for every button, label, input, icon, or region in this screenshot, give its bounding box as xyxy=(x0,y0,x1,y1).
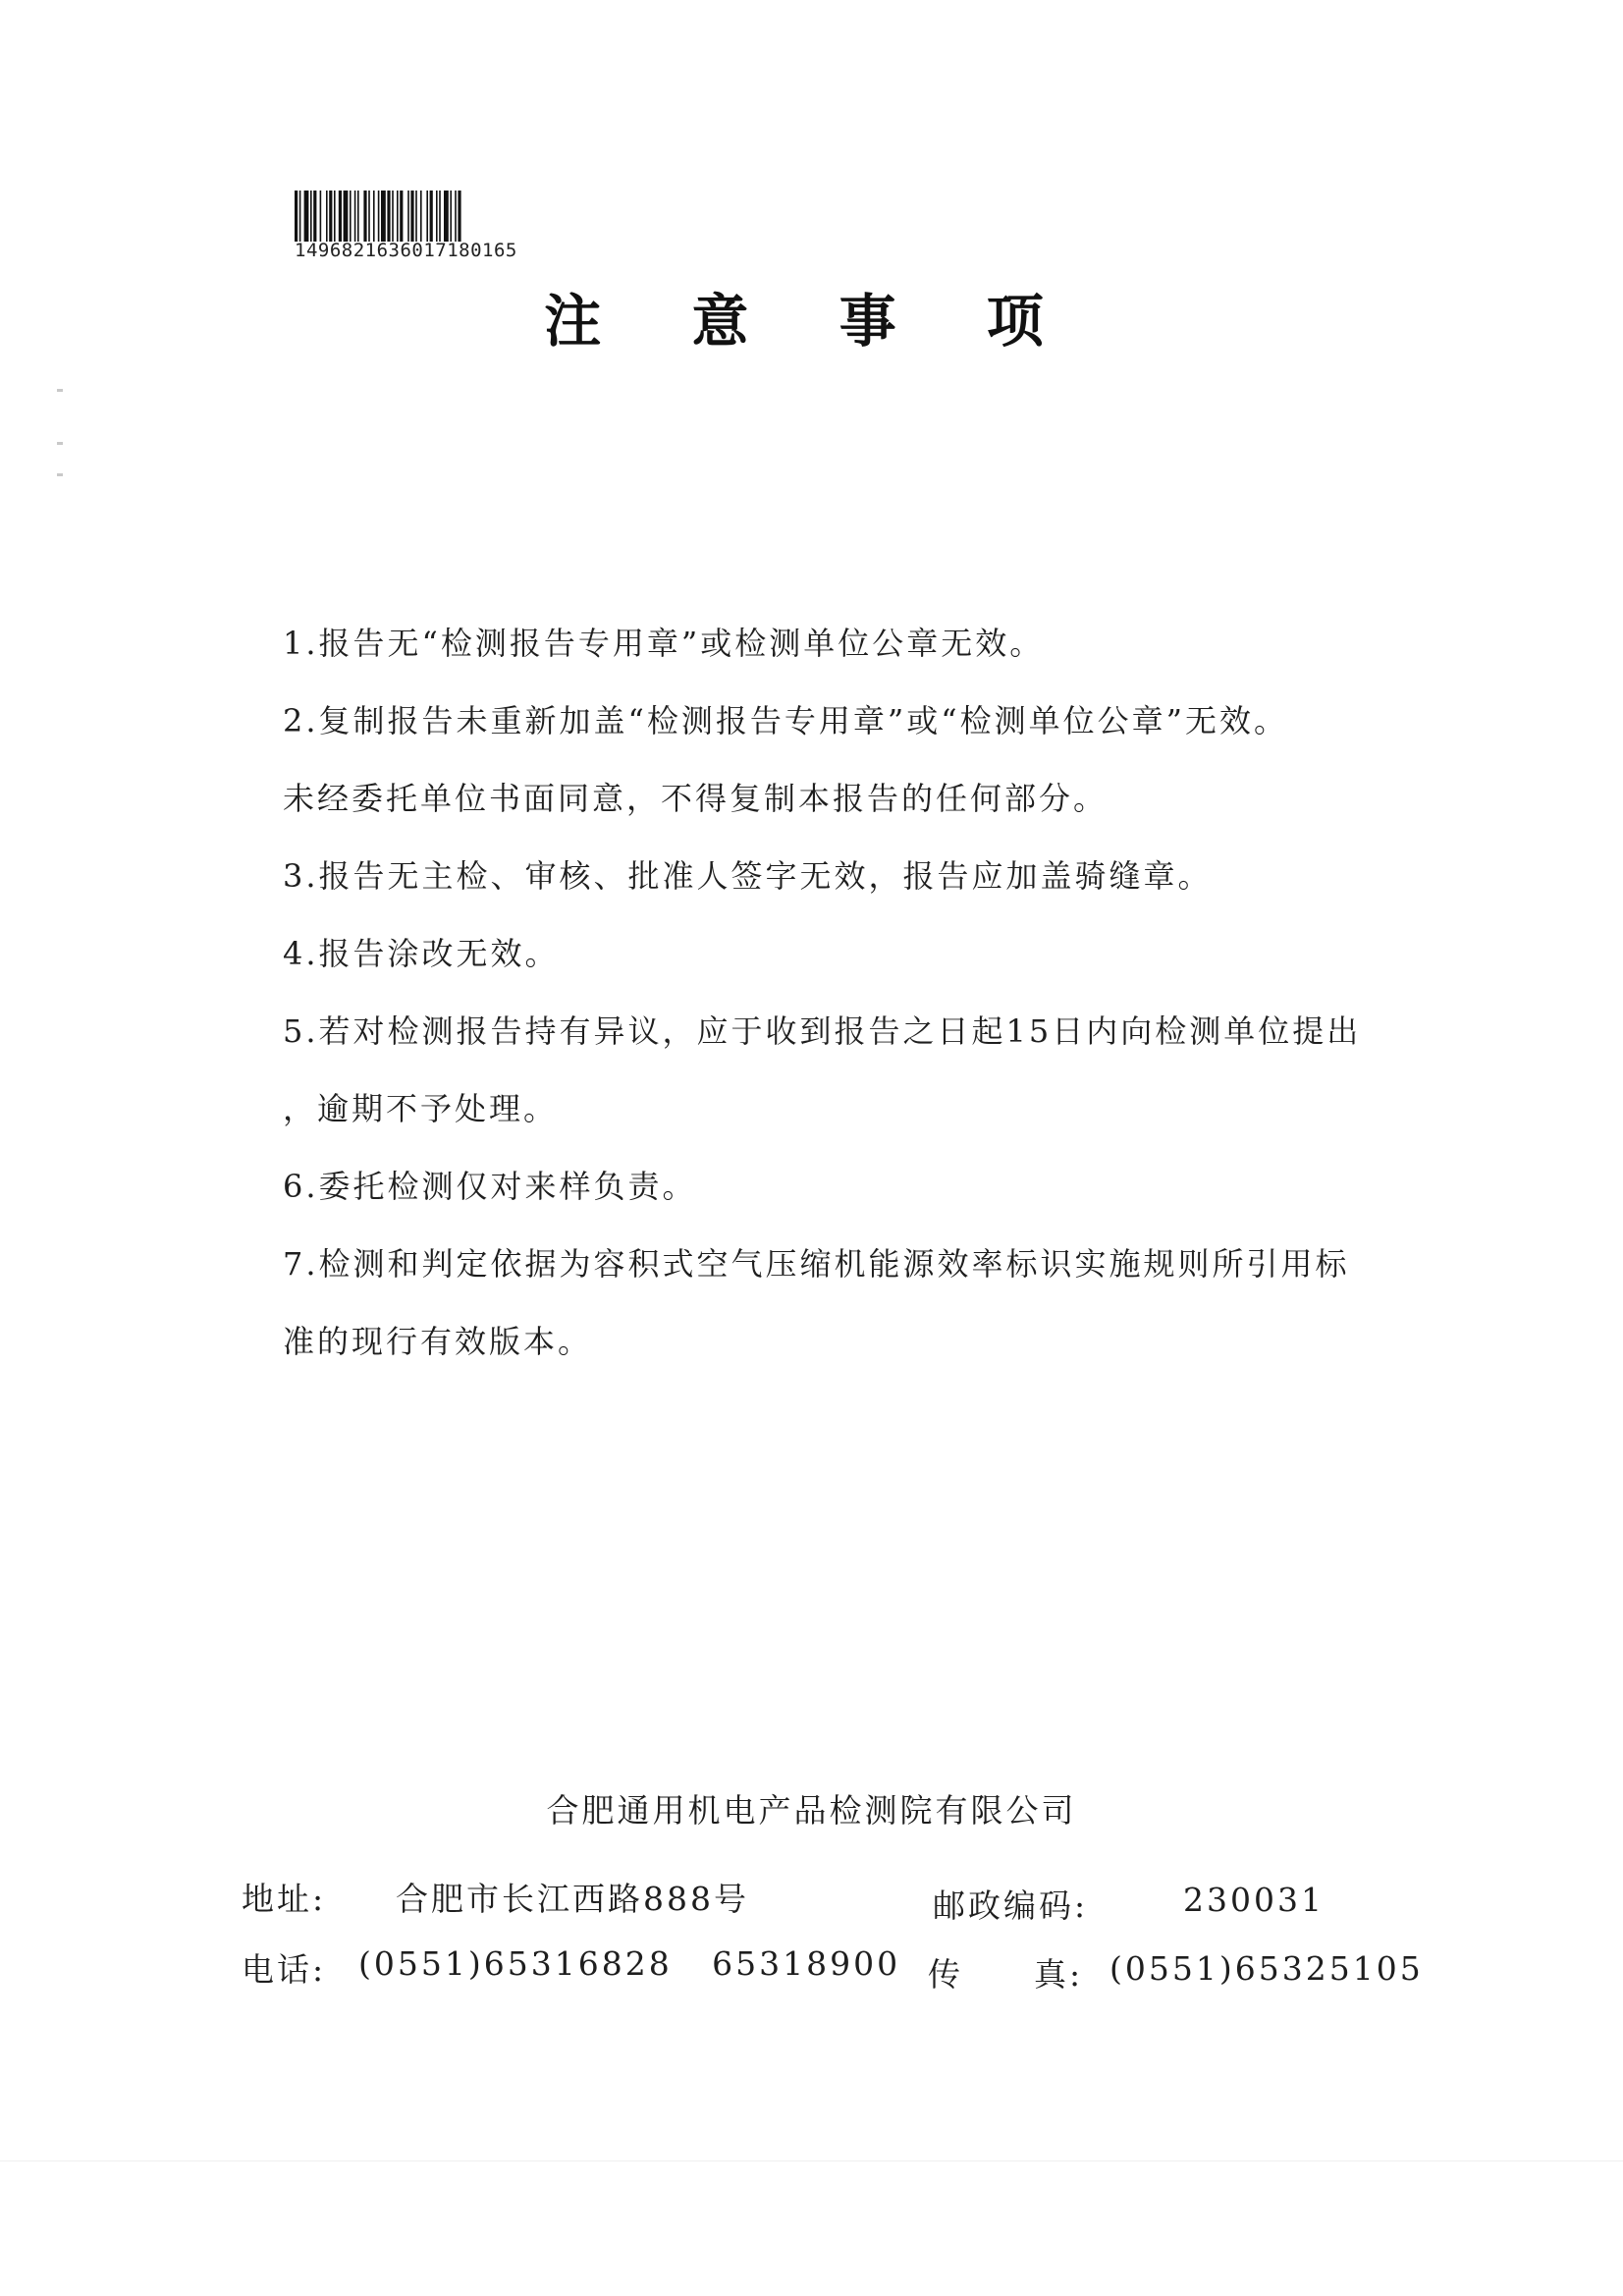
barcode-bar xyxy=(407,191,409,242)
barcode-bar xyxy=(378,191,380,242)
postcode-value: 230031 xyxy=(1183,1881,1325,1919)
barcode-bar xyxy=(397,191,399,242)
barcode-bar xyxy=(410,191,413,242)
barcode-bar xyxy=(430,191,433,242)
barcode-bar xyxy=(387,191,390,242)
notice-line: 6.委托检测仅对来样负责。 xyxy=(283,1168,697,1205)
barcode-bar xyxy=(344,191,349,242)
barcode-bar xyxy=(354,191,356,242)
notice-list xyxy=(283,605,1441,1381)
barcode-bar xyxy=(381,191,386,242)
company-name: 合肥通用机电产品检测院有限公司 xyxy=(546,1791,1077,1830)
page-title: 注 意 事 项 xyxy=(544,288,1079,355)
barcode-bar xyxy=(455,191,457,242)
barcode-bar xyxy=(339,191,342,242)
scan-mark xyxy=(57,389,63,392)
barcode-bar xyxy=(304,191,309,242)
barcode-bar xyxy=(326,191,328,242)
notice-line: 4.报告涂改无效。 xyxy=(283,935,560,972)
barcode-bar xyxy=(320,191,322,242)
barcode-bar xyxy=(392,191,394,242)
barcode-bar xyxy=(420,191,422,242)
notice-line: ，逾期不予处理。 xyxy=(283,1090,559,1127)
phone-value: (0551)65316828 65318900 xyxy=(358,1944,901,1983)
barcode-bar xyxy=(436,191,438,242)
scan-mark xyxy=(57,442,63,445)
barcode-bar xyxy=(310,191,312,242)
notice-line: 1.报告无“检测报告专用章”或检测单位公章无效。 xyxy=(283,625,1045,662)
barcode-bar xyxy=(363,191,366,242)
phone-label: 电话: xyxy=(242,1950,327,1989)
postcode-label: 邮政编码: xyxy=(933,1886,1089,1925)
notice-line: 未经委托单位书面同意，不得复制本报告的任何部分。 xyxy=(283,780,1109,817)
barcode-bar xyxy=(426,191,428,242)
barcode-bar xyxy=(368,191,370,242)
barcode-bar xyxy=(444,191,449,242)
scan-edge xyxy=(0,2160,1623,2161)
barcode-bar xyxy=(350,191,352,242)
barcode-bar xyxy=(373,191,375,242)
notice-line: 3.报告无主检、审核、批准人签字无效，报告应加盖骑缝章。 xyxy=(283,857,1213,895)
notice-line: 准的现行有效版本。 xyxy=(283,1323,593,1360)
barcode-bar xyxy=(458,191,460,242)
notice-line: 5.若对检测报告持有异议，应于收到报告之日起15日内向检测单位提出 xyxy=(283,1012,1362,1050)
barcode-bar xyxy=(439,191,441,242)
barcode-bar xyxy=(415,191,417,242)
barcode-bar xyxy=(329,191,332,242)
fax-value: (0551)65325105 xyxy=(1109,1949,1424,1988)
barcode-bar xyxy=(450,191,452,242)
barcode-bar xyxy=(299,191,301,242)
address-label: 地址: xyxy=(242,1880,327,1918)
barcode-bar xyxy=(334,191,336,242)
notice-line: 2.复制报告未重新加盖“检测报告专用章”或“检测单位公章”无效。 xyxy=(283,702,1288,739)
barcode-bar xyxy=(295,191,298,242)
address-value: 合肥市长江西路888号 xyxy=(396,1880,749,1918)
barcode-bar xyxy=(357,191,359,242)
barcode-bar xyxy=(313,191,316,242)
fax-label: 传 真: xyxy=(928,1955,1084,1994)
barcode-bar xyxy=(400,191,403,242)
notice-line: 7.检测和判定依据为容积式空气压缩机能源效率标识实施规则所引用标 xyxy=(283,1245,1350,1283)
barcode-number: 1496821636017180165 xyxy=(295,240,517,261)
scan-mark xyxy=(57,473,63,476)
barcode-icon xyxy=(295,191,546,242)
